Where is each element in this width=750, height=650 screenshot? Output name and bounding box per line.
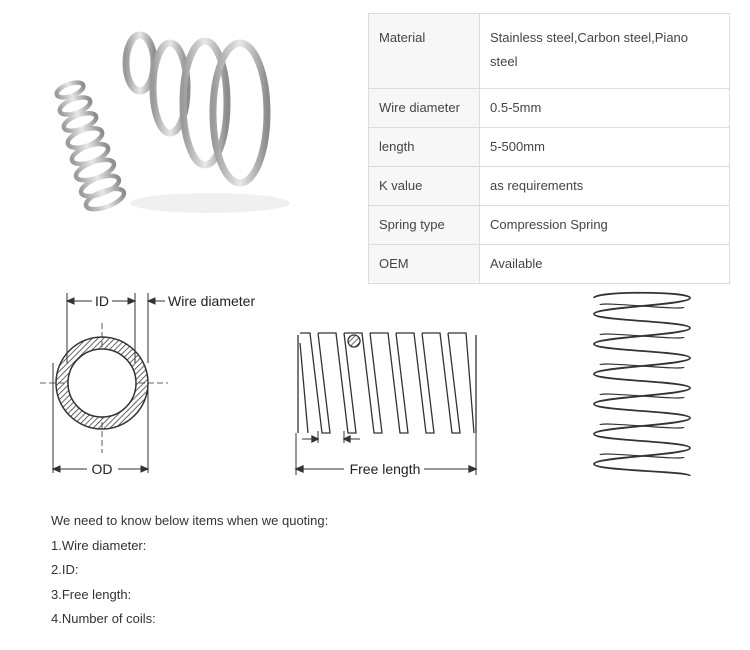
free-length-label: Free length [349,461,421,477]
spec-value: 5-500mm [480,128,730,167]
spec-row [369,167,730,206]
small-spring-image [55,80,127,214]
spec-key: Spring type [369,206,480,245]
quote-requirements [51,509,328,632]
spec-key: Wire diameter [369,89,480,128]
cross-section-drawing [40,293,168,473]
wire-diameter-label: Wire diameter [168,293,256,309]
spec-value: as requirements [480,167,730,206]
spec-value: Compression Spring [480,206,730,245]
spec-key: Material [369,14,480,89]
spec-key: K value [369,167,480,206]
list-item: 2.ID: [51,562,79,577]
list-item: 1.Wire diameter: [51,537,147,553]
spec-key: OEM [369,245,480,284]
spec-table [368,13,730,284]
od-label: OD [91,461,113,477]
spec-value: Stainless steel,Carbon steel,Piano steel [480,14,730,89]
side-view-drawing [296,333,476,475]
notes-intro: We need to know below items when we quoting: [51,513,329,528]
list-item: 4.Number of coils: [51,611,156,626]
spring-product-photo [20,18,290,223]
id-label: ID [95,293,109,309]
spring-dimension-diagram [0,283,750,483]
large-spring-image [126,35,267,183]
spec-value: 0.5-5mm [480,89,730,128]
coil-outline-drawing [594,293,690,476]
spec-row [369,245,730,284]
spec-row [369,89,730,128]
spec-row [369,128,730,167]
spec-value: Available [480,245,730,284]
spec-row [369,206,730,245]
spec-row [369,14,730,89]
list-item: 3.Free length: [51,586,132,602]
spec-key: length [369,128,480,167]
